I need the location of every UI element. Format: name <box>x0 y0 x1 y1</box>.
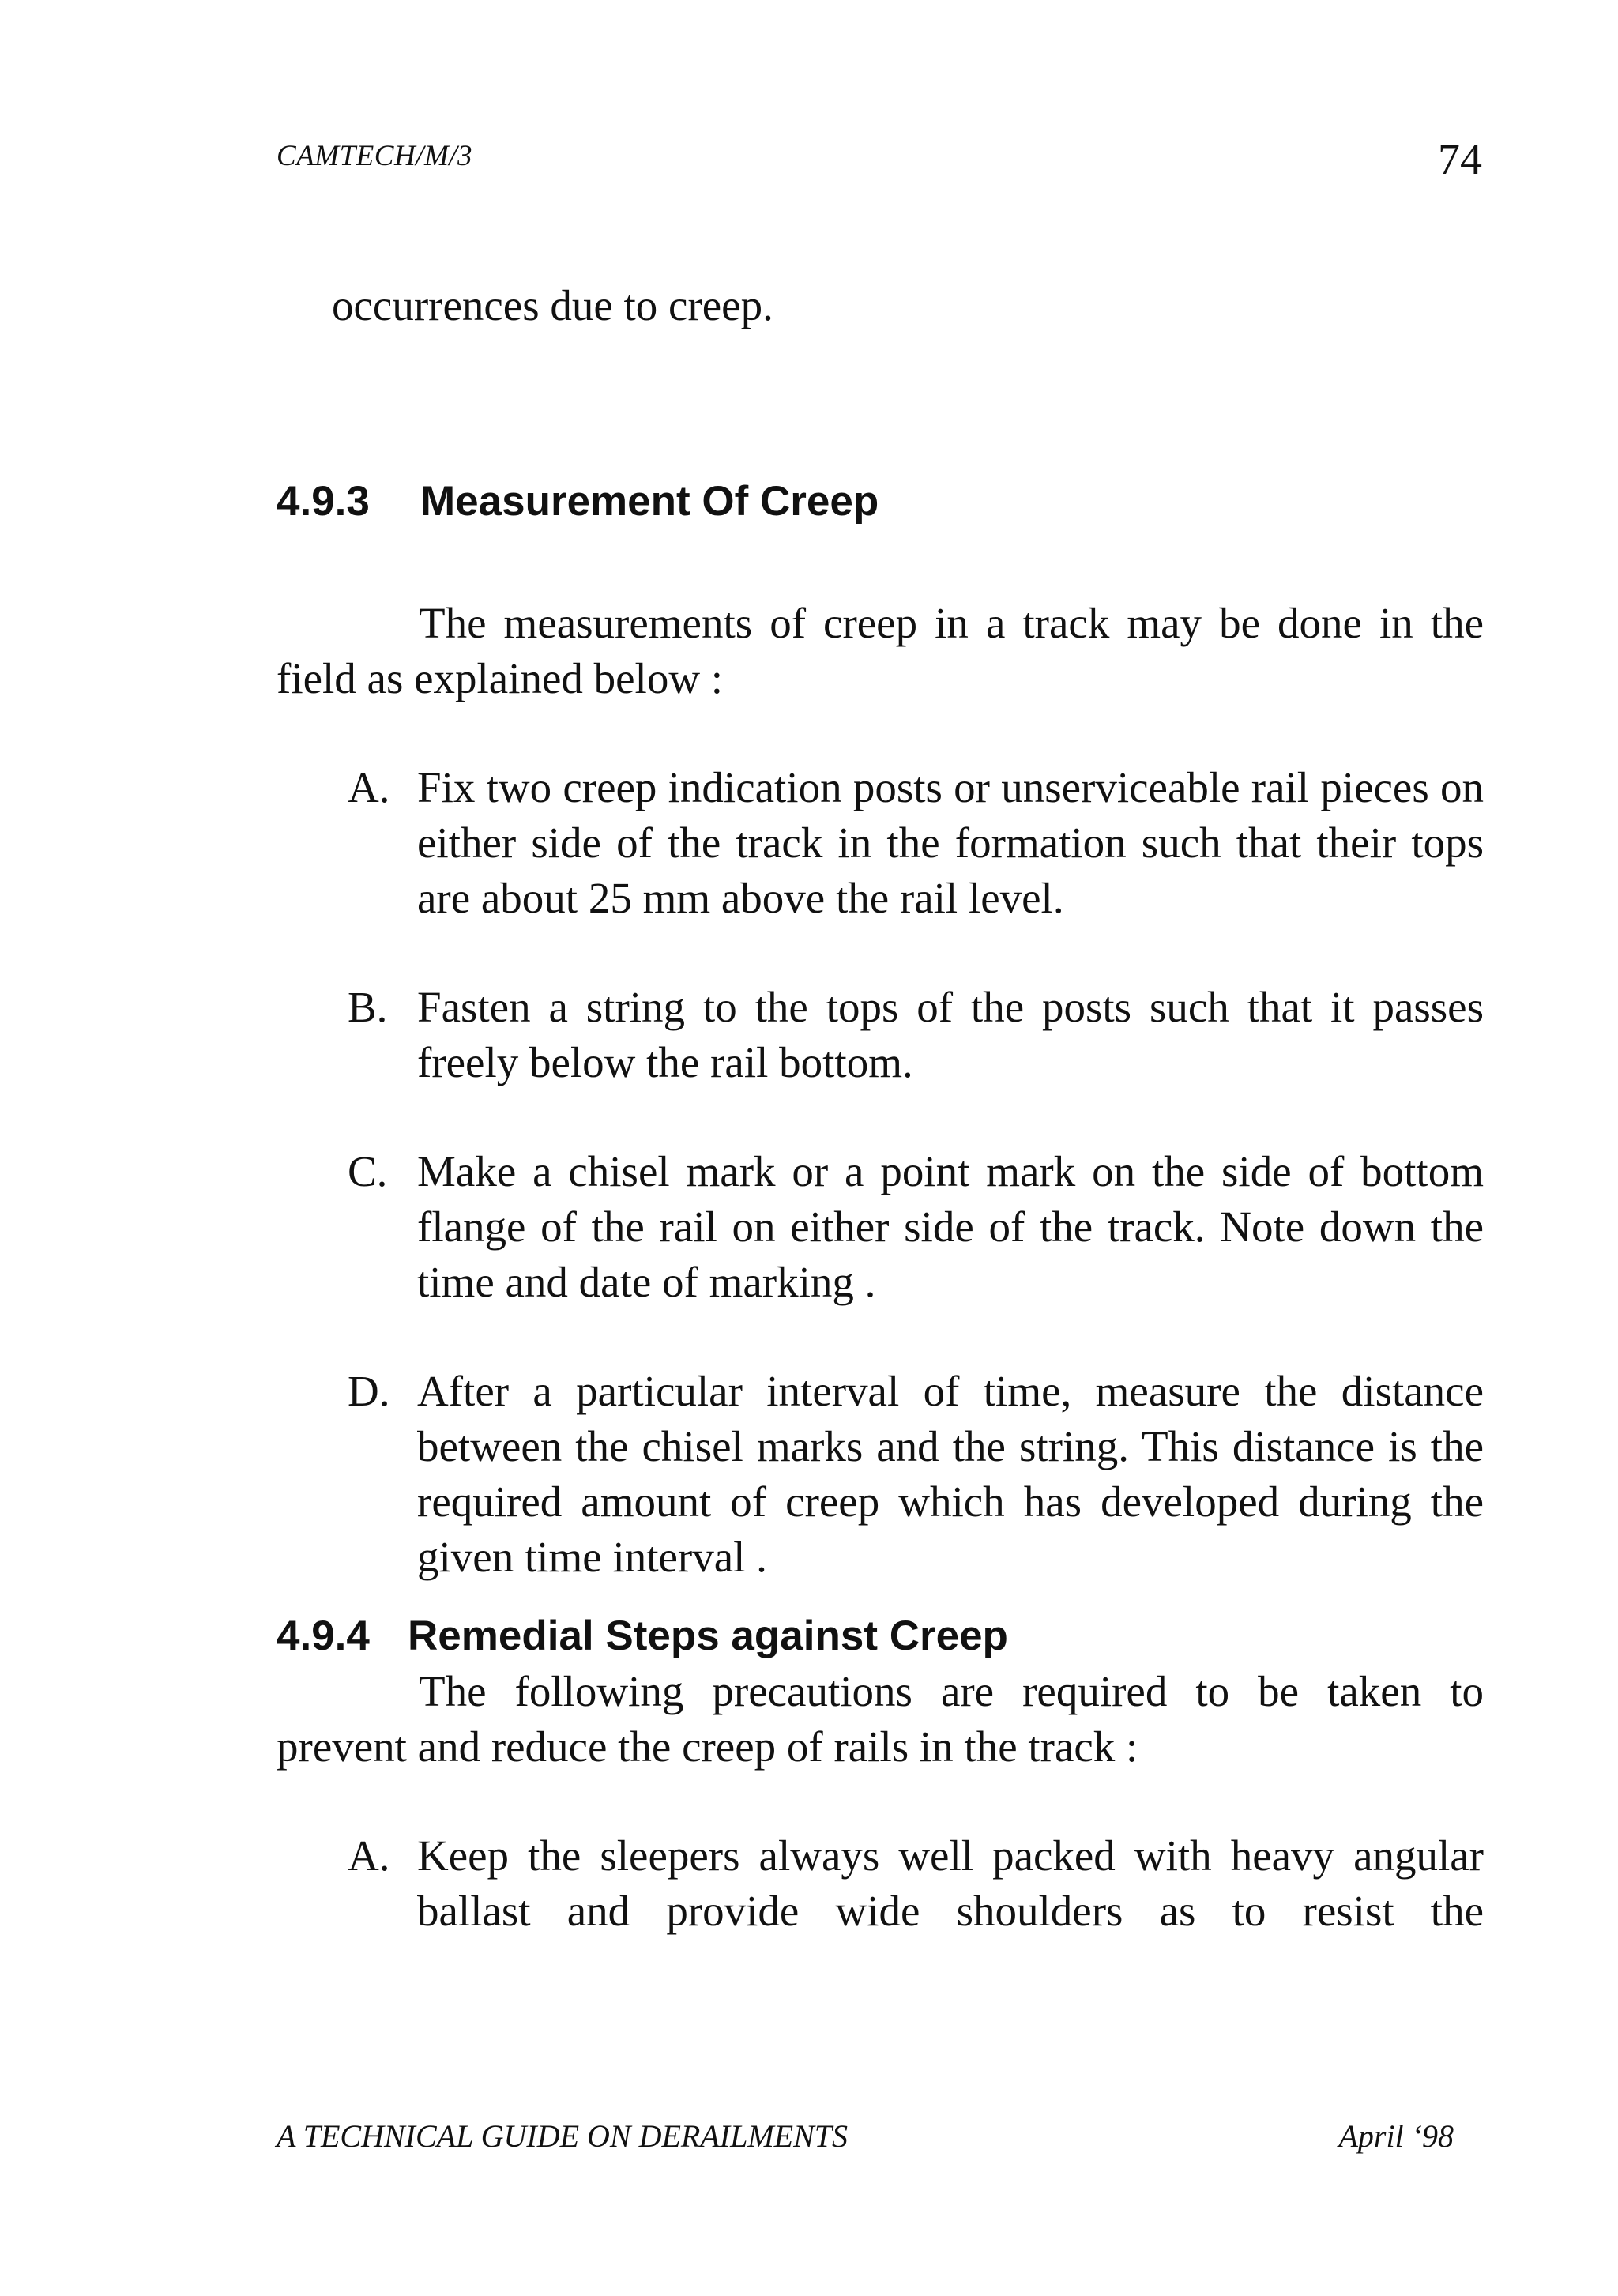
section-number: 4.9.3 <box>277 478 370 525</box>
section-title: Remedial Steps against Creep <box>408 1613 1008 1659</box>
section-heading-4-9-4 <box>277 1609 1484 1664</box>
list-item-letter: C. <box>348 1147 388 1195</box>
list-item <box>348 760 1484 926</box>
footer-date: April ‘98 <box>1338 2118 1454 2154</box>
header-doc-code: CAMTECH/M/3 <box>277 140 473 172</box>
list-item <box>348 1828 1484 1939</box>
page-content <box>277 278 1484 1939</box>
list-item-letter: B. <box>348 983 388 1031</box>
section-heading-4-9-3 <box>277 474 1484 529</box>
list-item-text: Fix two creep indication posts or unserviceable rail pieces on either side of the track in the formation such that their tops are about 25 mm above the rail level. <box>417 763 1484 922</box>
list-item <box>348 1144 1484 1310</box>
section-intro-paragraph: The following precautions are required to be taken to prevent and reduce the creep of rails in the track : <box>277 1667 1484 1771</box>
list-item <box>348 980 1484 1090</box>
list-item-text: Make a chisel mark or a point mark on the side of bottom flange of the rail on either side of the track. Note down the time and date of marking . <box>417 1147 1484 1306</box>
list-item-letter: D. <box>348 1367 390 1415</box>
section-title: Measurement Of Creep <box>420 478 879 525</box>
list-item-letter: A. <box>348 763 390 811</box>
list-item-text: After a particular interval of time, measure the distance between the chisel marks and the string. This distance is the required amount of creep which has developed during the given time interval . <box>417 1367 1484 1581</box>
page-number: 74 <box>1438 135 1482 184</box>
list-item-text: Fasten a string to the tops of the posts such that it passes freely below the rail bottom. <box>417 983 1484 1086</box>
section-number: 4.9.4 <box>277 1613 370 1659</box>
list-item-text: Keep the sleepers always well packed with heavy angular ballast and provide wide shoulders as to resist the <box>417 1831 1484 1935</box>
list-item <box>348 1364 1484 1585</box>
section-intro-paragraph: The measurements of creep in a track may be done in the field as explained below : <box>277 599 1484 702</box>
continuation-paragraph: occurrences due to creep. <box>332 281 773 329</box>
footer-title: A TECHNICAL GUIDE ON DERAILMENTS <box>277 2118 849 2154</box>
list-item-letter: A. <box>348 1831 390 1880</box>
